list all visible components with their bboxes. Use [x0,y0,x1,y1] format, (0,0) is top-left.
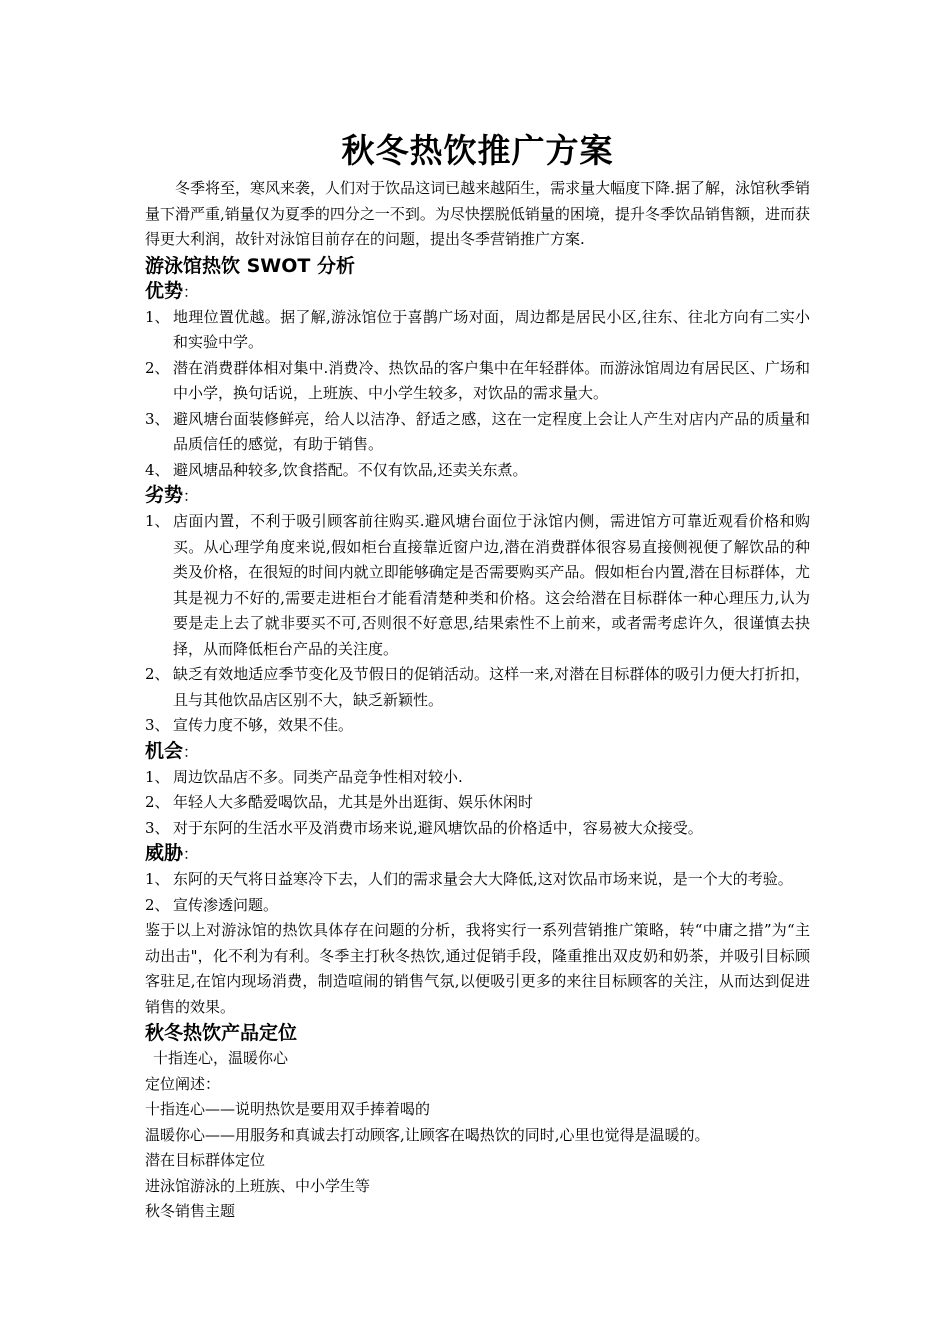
item-number: 1、 [145,767,170,786]
item-number: 2、 [145,793,170,811]
item-text: 周边饮品店不多。同类产品竞争性相对较小. [173,767,463,786]
item-text: 东阿的天气将日益寒冷下去，人们的需求量会大大降低,这对饮品市场来说，是一个大的考验。 [173,870,793,888]
item-text: 店面内置，不利于吸引顾客前往购买.避风塘台面位于泳馆内侧，需进馆方可靠近观看价格和购买。从心理学角度来说,假如柜台直接靠近窗户边,潜在消费群体很容易直接侧视便了解饮品的种类及价格，在很短的时间内就立即能够确定是否需要购买产品。假如柜台内置,潜在目标群体，尤其是视力不好的,需要走进柜台才能看清楚种类和价格。这会给潜在目标群体一种心理压力,认为要是走上去了就非要买不可,否则很不好意思,结果索性不上前来，或者需考虑许久，很谨慎去抉择，从而降低柜台产品的关注度。 [173,512,810,658]
sales-theme-label: 秋冬销售主题 [145,1202,236,1220]
item-number: 2、 [145,665,170,683]
list-item [145,662,810,713]
item-number: 2、 [145,895,170,914]
target-group-label: 潜在目标群体定位 [145,1151,266,1169]
item-text: 潜在消费群体相对集中.消费冷、热饮品的客户集中在年轻群体。而游泳馆周边有居民区、广场和中小学，换句话说，上班族、中小学生较多，对饮品的需求量大。 [173,358,810,402]
item-number: 3、 [145,409,170,428]
positioning-heading: 秋冬热饮产品定位 [145,1022,298,1044]
opportunities-list [145,765,810,842]
weaknesses-heading-text: 劣势 [145,484,184,506]
item-text: 地理位置优越。据了解,游泳馆位于喜鹊广场对面，周边都是居民小区,往东、往北方向有二实小和实验中学。 [173,307,810,351]
item-number: 3、 [145,716,170,734]
list-item [145,867,810,893]
list-item [145,713,810,739]
document-page [145,128,810,1225]
threats-list [145,867,810,918]
list-item [145,790,810,816]
list-item [145,305,810,356]
item-text: 避风塘台面装修鲜亮，给人以洁净、舒适之感，这在一定程度上会让人产生对店内产品的质量和品质信任的感觉，有助于销售。 [173,409,810,453]
item-text: 宣传渗透问题。 [173,895,279,914]
positioning-line: 十指连心——说明热饮是要用双手捧着喝的 [145,1100,431,1118]
item-number: 4、 [145,460,170,479]
item-number: 3、 [145,818,170,837]
list-item [145,509,810,662]
intro-paragraph: 冬季将至，寒风来袭，人们对于饮品这词已越来越陌生，需求量大幅度下降.据了解，泳馆秋季销量下滑严重,销量仅为夏季的四分之一不到。为尽快摆脱低销量的困境，提升冬季饮品销售额，进而获得更大利润，故针对泳馆目前存在的问题，提出冬季营销推广方案. [145,179,810,248]
list-item [145,407,810,458]
list-item [145,458,810,484]
weaknesses-list [145,509,810,739]
summary-paragraph: 鉴于以上对游泳馆的热饮具体存在问题的分析，我将实行一系列营销推广策略，转“中庸之措”为“主动出击"，化不利为有利。冬季主打秋冬热饮,通过促销手段，隆重推出双皮奶和奶茶，并吸引目标顾客驻足,在馆内现场消费，制造喧闹的销售气氛,以便吸引更多的来往目标顾客的关注，从而达到促进销售的效果。 [145,921,810,1016]
swot-heading: 游泳馆热饮 SWOT 分析 [145,254,355,277]
threats-heading-text: 威胁 [145,842,184,864]
item-text: 缺乏有效地适应季节变化及节假日的促销活动。这样一来,对潜在目标群体的吸引力便大打折扣，且与其他饮品店区别不大，缺乏新颖性。 [173,665,810,709]
item-text: 宣传力度不够，效果不佳。 [173,716,354,734]
threats-heading [145,841,810,867]
item-number: 1、 [145,870,170,888]
item-number: 1、 [145,307,170,326]
opportunities-heading [145,739,810,765]
slogan-line: 十指连心，温暖你心 [153,1049,289,1067]
positioning-label: 定位阐述： [145,1074,221,1093]
opportunities-colon: ： [183,742,199,761]
target-group-line: 进泳馆游泳的上班族、中小学生等 [145,1176,371,1195]
list-item [145,893,810,919]
weaknesses-heading [145,483,810,509]
strengths-heading [145,279,810,305]
strengths-colon: ： [183,282,199,301]
strengths-heading-text: 优势 [145,279,184,302]
list-item [145,356,810,407]
item-number: 1、 [145,512,170,530]
item-text: 年轻人大多酷爱喝饮品，尤其是外出逛街、娱乐休闲时 [173,793,534,811]
strengths-list [145,305,810,484]
opportunities-heading-text: 机会 [145,739,184,762]
item-text: 对于东阿的生活水平及消费市场来说,避风塘饮品的价格适中，容易被大众接受。 [173,818,703,837]
list-item [145,816,810,842]
item-number: 2、 [145,358,170,377]
positioning-line: 温暖你心——用服务和真诚去打动顾客,让顾客在喝热饮的同时,心里也觉得是温暖的。 [145,1125,710,1144]
item-text: 避风塘品种较多,饮食搭配。不仅有饮品,还卖关东煮。 [173,460,528,479]
list-item [145,765,810,791]
page-title: 秋冬热饮推广方案 [341,131,614,170]
threats-colon: ： [183,845,199,863]
weaknesses-colon: ： [183,487,199,505]
